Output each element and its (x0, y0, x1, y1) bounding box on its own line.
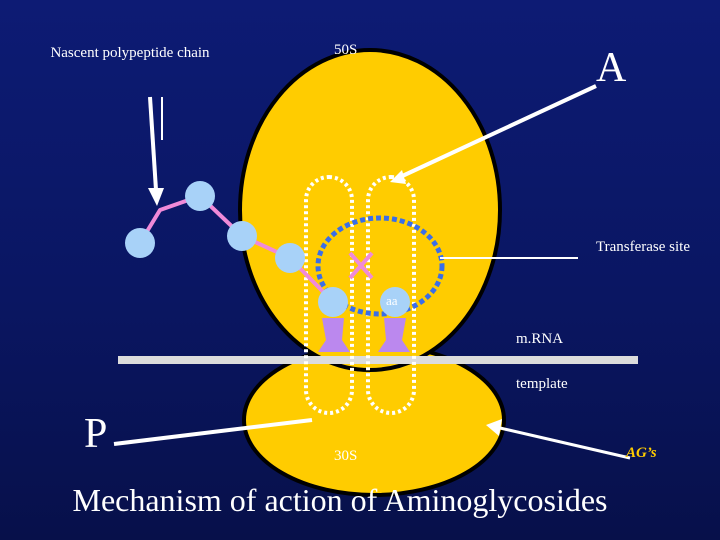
nascent-arrow-line (150, 97, 156, 190)
amino-acid-bead (275, 243, 305, 273)
ags-arrow-line (500, 428, 630, 458)
nascent-arrow-head (148, 188, 164, 206)
mrna-label: m.RNA (516, 331, 564, 347)
large-subunit-50s (240, 50, 500, 370)
p-site-label: P (84, 411, 108, 457)
slide-title: Mechanism of action of Aminoglycosides (72, 482, 608, 518)
nascent-polypeptide-label: Nascent polypeptide chain (50, 45, 210, 61)
amino-acid-bead (125, 228, 155, 258)
small-subunit-label: 30S (334, 448, 358, 464)
template-label: template (516, 376, 568, 392)
transferase-site-label: Transferase site (596, 239, 691, 255)
amino-acid-label: aa (386, 293, 398, 308)
amino-acid-bead (227, 221, 257, 251)
amino-acid-bead-p (318, 287, 348, 317)
mrna-strand (118, 356, 638, 364)
amino-acid-bead (185, 181, 215, 211)
aminoglycosides-label: AG’s (626, 445, 657, 461)
a-site-label: A (596, 45, 627, 91)
large-subunit-label: 50S (334, 42, 358, 58)
